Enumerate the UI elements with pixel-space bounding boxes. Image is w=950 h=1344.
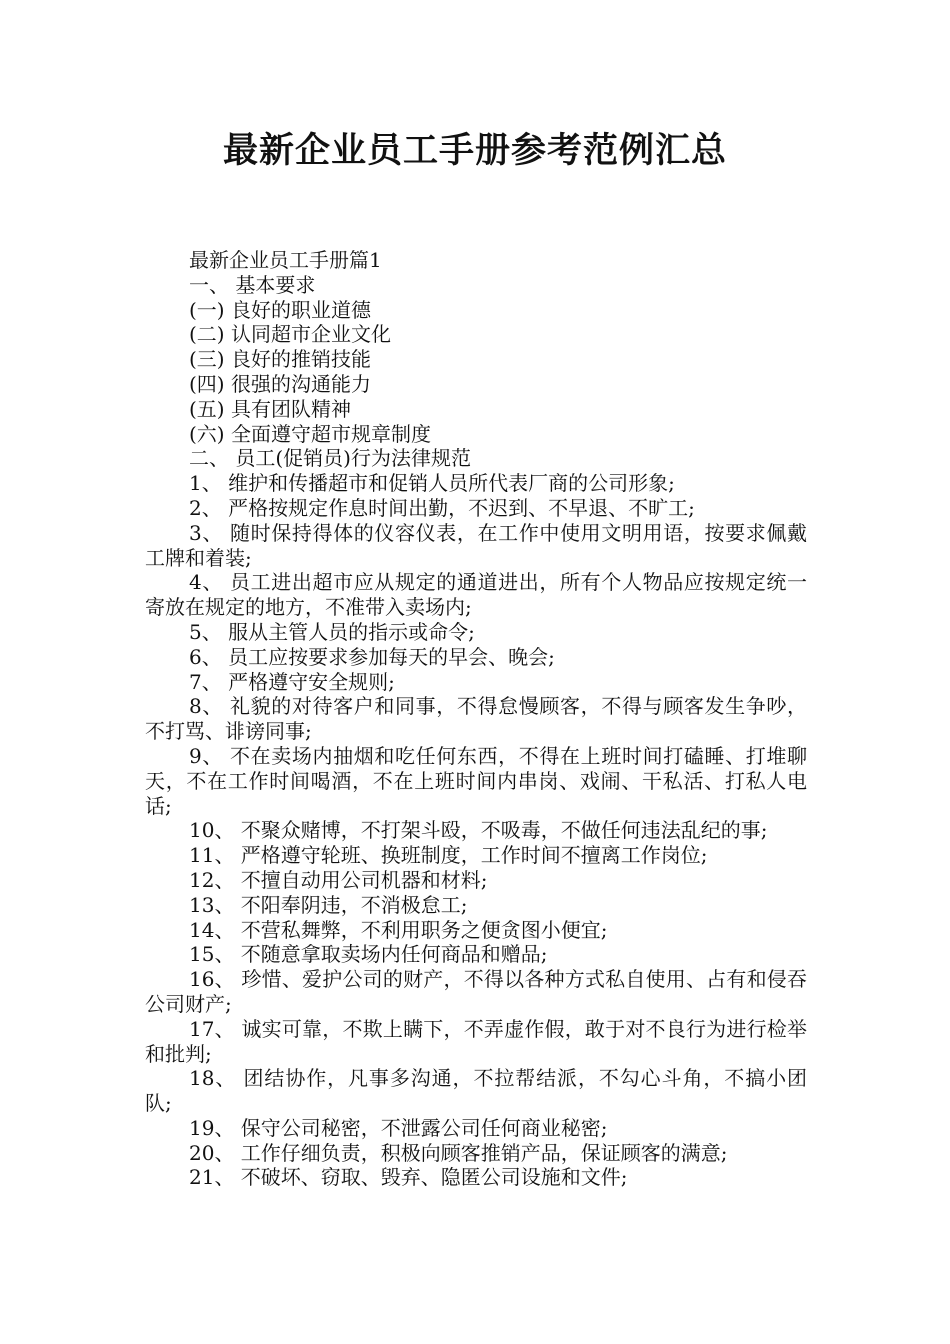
document-paragraph: 16、 珍惜、爱护公司的财产，不得以各种方式私自使用、占有和侵吞公司财产;: [145, 967, 807, 1016]
document-paragraph: 10、 不聚众赌博，不打架斗殴，不吸毒，不做任何违法乱纪的事;: [189, 818, 768, 843]
document-paragraph: (一) 良好的职业道德: [189, 297, 371, 322]
document-paragraph: 9、 不在卖场内抽烟和吃任何东西，不得在上班时间打磕睡、打堆聊天，不在工作时间喝酒，不在上班时间内串岗、戏闹、干私活、打私人电话;: [145, 743, 807, 818]
document-paragraph: (五) 具有团队精神: [189, 396, 351, 421]
document-paragraph: 12、 不擅自动用公司机器和材料;: [189, 867, 488, 892]
document-paragraph: 11、 严格遵守轮班、换班制度，工作时间不擅离工作岗位;: [189, 843, 708, 868]
document-paragraph: 5、 服从主管人员的指示或命令;: [189, 619, 475, 644]
document-paragraph: 8、 礼貌的对待客户和同事，不得怠慢顾客，不得与顾客发生争吵，不打骂、诽谤同事;: [145, 694, 807, 744]
section-heading: 最新企业员工手册篇1: [189, 248, 382, 272]
document-paragraph: 4、 员工进出超市应从规定的通道进出，所有个人物品应按规定统一寄放在规定的地方，不准带入卖场内;: [145, 570, 807, 620]
document-paragraph: 1、 维护和传播超市和促销人员所代表厂商的公司形象;: [189, 471, 675, 496]
document-paragraph: 18、 团结协作，凡事多沟通，不拉帮结派，不勾心斗角，不搞小团队;: [145, 1066, 807, 1116]
document-paragraph: 2、 严格按规定作息时间出勤，不迟到、不早退、不旷工;: [189, 495, 695, 520]
document-body: [145, 248, 807, 1190]
document-paragraph: 17、 诚实可靠，不欺上瞒下，不弄虚作假，敢于对不良行为进行检举和批判;: [145, 1016, 807, 1066]
document-paragraph: 7、 严格遵守安全规则;: [189, 669, 395, 694]
document-paragraph: 二、 员工(促销员)行为法律规范: [189, 446, 471, 471]
document-title: 最新企业员工手册参考范例汇总: [222, 131, 727, 171]
document-paragraph: 19、 保守公司秘密，不泄露公司任何商业秘密;: [189, 1115, 608, 1140]
document-paragraph: (三) 良好的推销技能: [189, 347, 371, 372]
document-paragraph: (六) 全面遵守超市规章制度: [189, 421, 431, 446]
document-paragraph: 一、 基本要求: [189, 272, 316, 297]
document-paragraph: 21、 不破坏、窃取、毁弃、隐匿公司设施和文件;: [189, 1165, 628, 1190]
document-paragraph: 14、 不营私舞弊，不利用职务之便贪图小便宜;: [189, 917, 608, 942]
document-paragraph: 20、 工作仔细负责，积极向顾客推销产品，保证顾客的满意;: [189, 1140, 728, 1165]
document-item-list: [145, 273, 807, 1190]
document-paragraph: 15、 不随意拿取卖场内任何商品和赠品;: [189, 942, 548, 967]
document-paragraph: 13、 不阳奉阴违，不消极怠工;: [189, 892, 468, 917]
document-paragraph: (二) 认同超市企业文化: [189, 322, 391, 347]
document-paragraph: 6、 员工应按要求参加每天的早会、晚会;: [189, 644, 555, 669]
document-paragraph: 3、 随时保持得体的仪容仪表，在工作中使用文明用语，按要求佩戴工牌和着装;: [145, 520, 807, 570]
document-paragraph: (四) 很强的沟通能力: [189, 371, 371, 396]
